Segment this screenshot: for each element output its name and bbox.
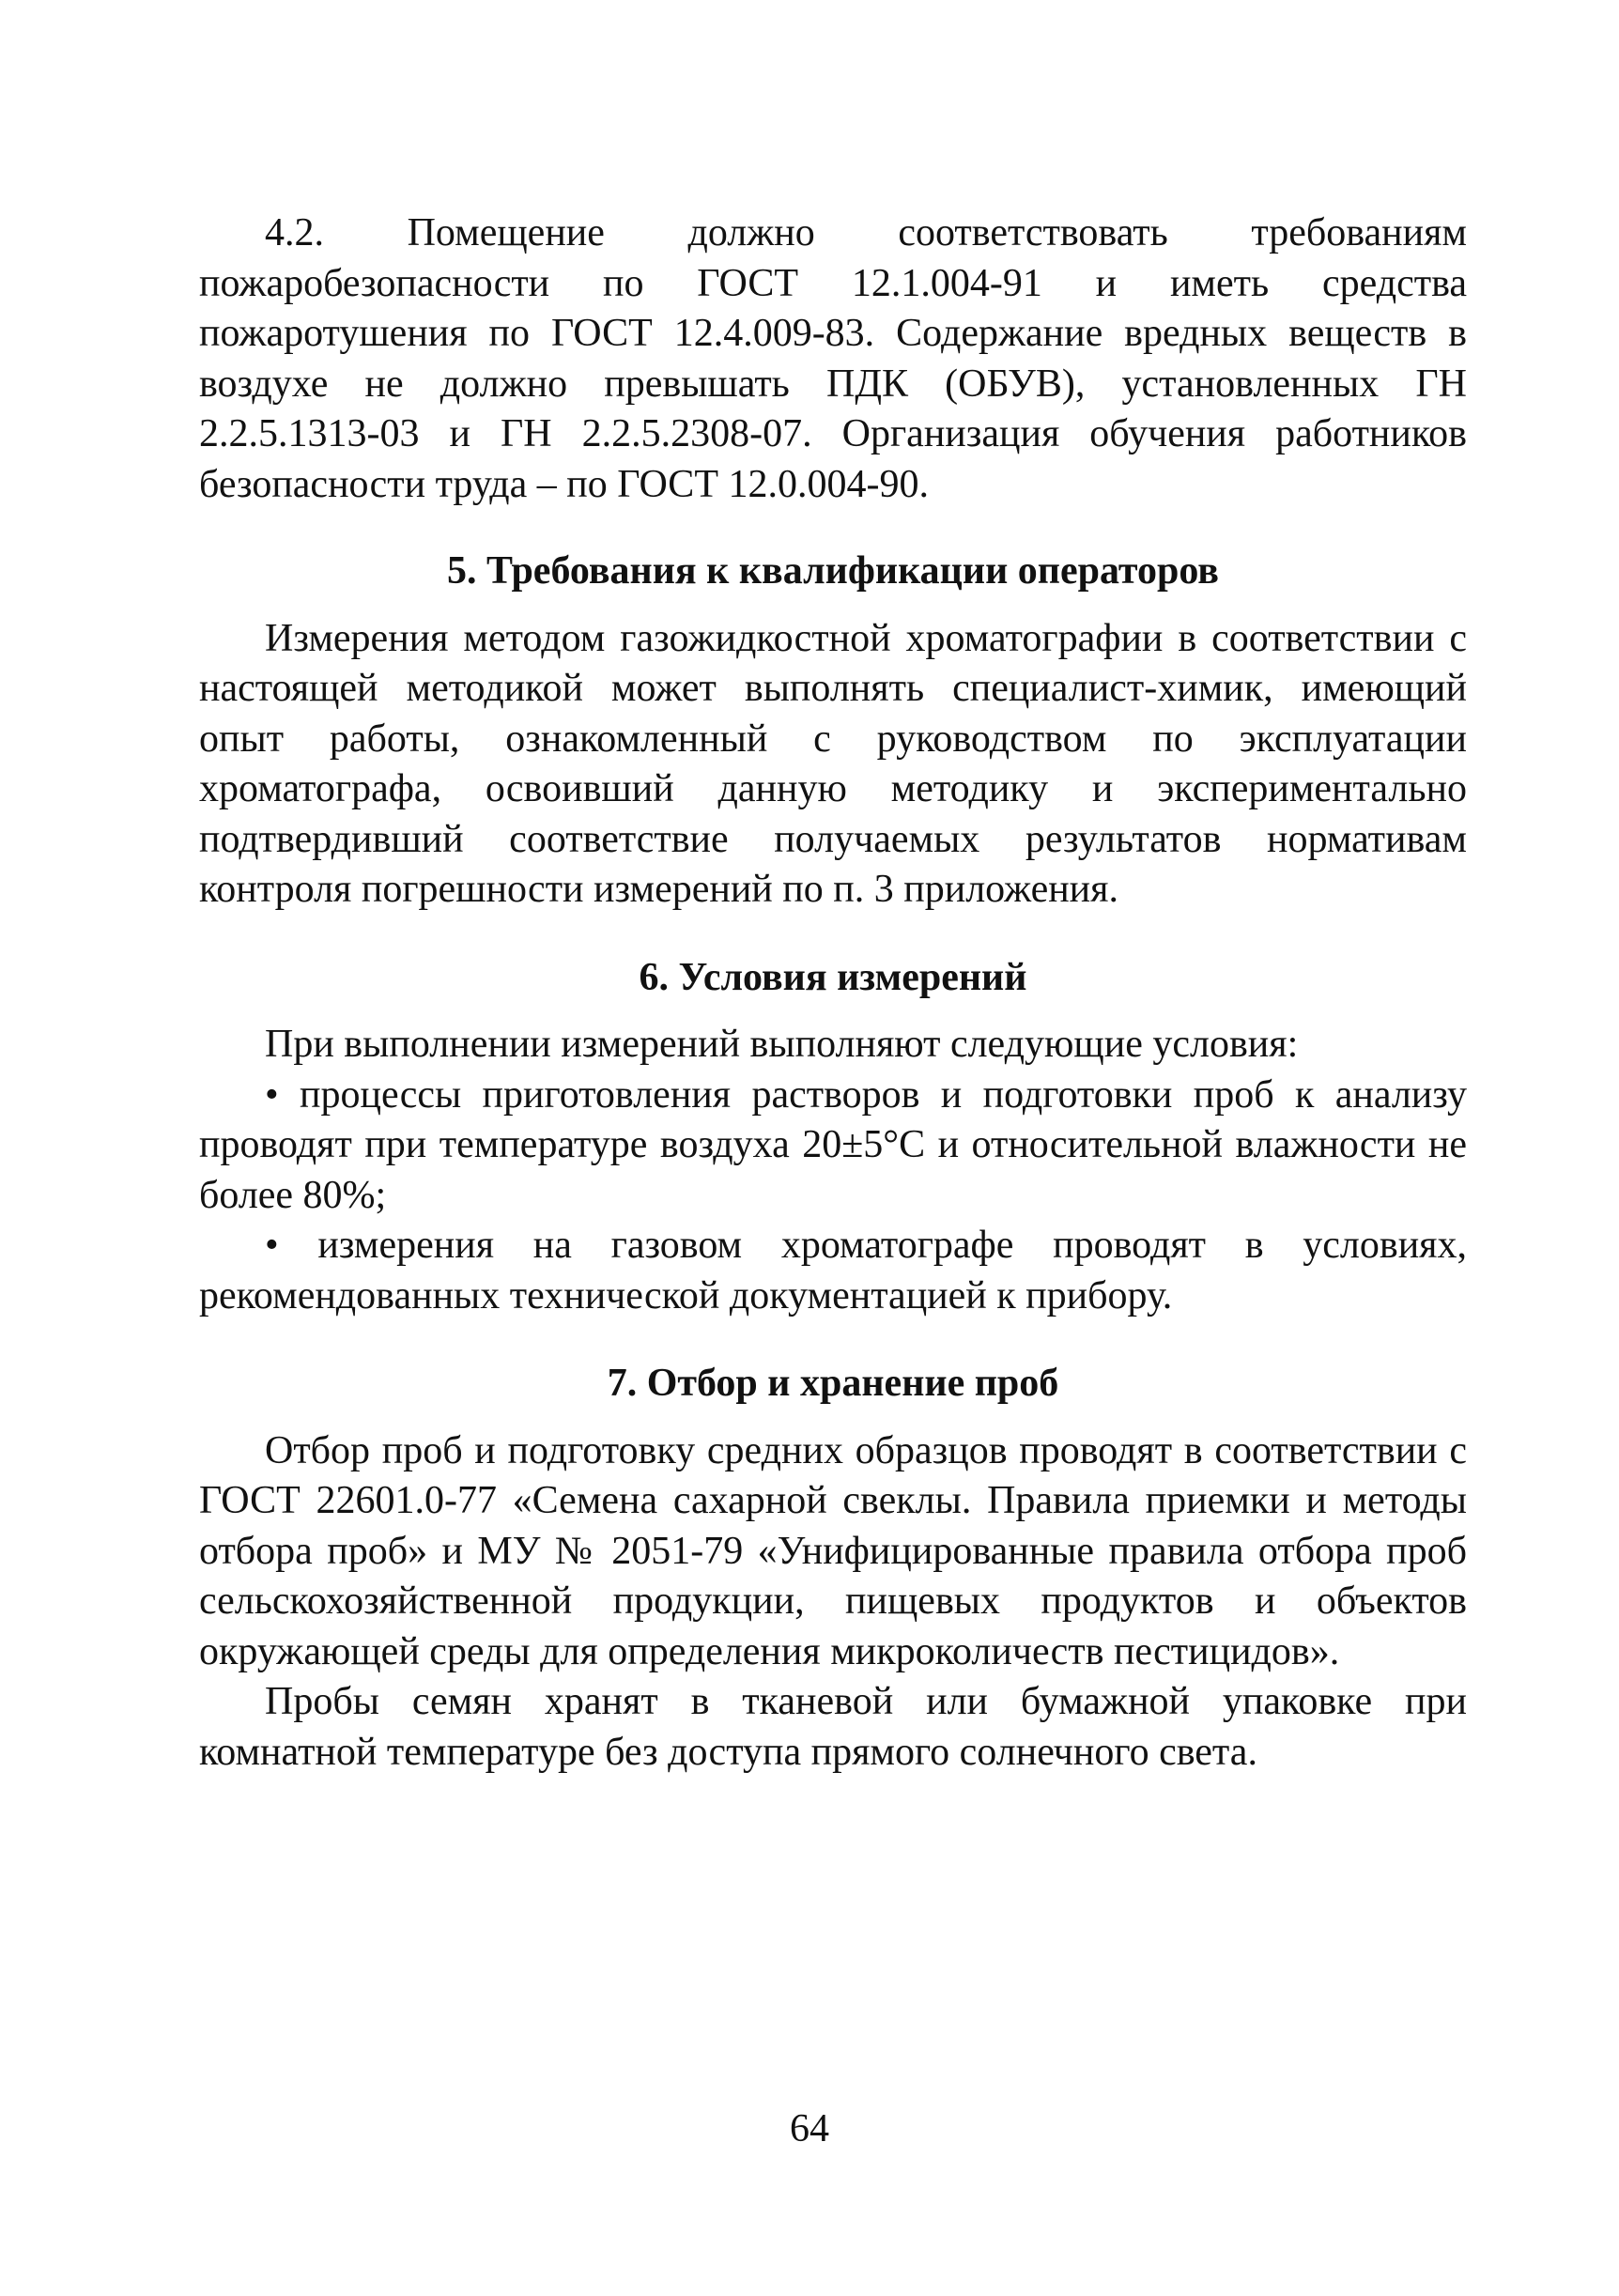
- section-7-paragraph: Пробы семян хранят в тканевой или бумажной упаковке при комнатной температуре без доступа прямого солнечного света.: [199, 1680, 1467, 1774]
- section-6-bullet-item: • процессы приготовления растворов и подготовки проб к анализу проводят при температуре воздуха 20±5°С и относительной влажности не более 80%;: [199, 1072, 1467, 1217]
- section-7-paragraph: Отбор проб и подготовку средних образцов проводят в соответствии с ГОСТ 22601.0-77 «Семена сахарной свеклы. Правила приемки и методы отбора проб» и МУ № 2051-79 «Унифицированные правила отбора проб сельскохозяйственной продукции, пищевых продуктов и объектов окружающей среды для определения микроколичеств пестицидов».: [199, 1428, 1467, 1673]
- page-number: 64: [790, 2107, 829, 2150]
- section-5-paragraph: Измерения методом газожидкостной хроматографии в соответствии с настоящей методикой может выполнять специалист-химик, имеющий опыт работы, ознакомленный с руководством по эксплуатации хроматографа, освоивший данную методику и экспериментально подтвердивший соответствие получаемых результатов нормативам контроля погрешности измерений по п. 3 приложения.: [199, 616, 1467, 911]
- section-7-heading: 7. Отбор и хранение проб: [607, 1362, 1059, 1405]
- section-6-heading: 6. Условия измерений: [639, 955, 1027, 999]
- section-5-heading: 5. Требования к квалификации операторов: [447, 549, 1219, 593]
- section-6-bullet-item: • измерения на газовом хроматографе проводят в условиях, рекомендованных технической документацией к прибору.: [199, 1224, 1467, 1318]
- paragraph-4-2: 4.2. Помещение должно соответствовать требованиям пожаробезопасности по ГОСТ 12.1.004-91 и иметь средства пожаротушения по ГОСТ 12.4.009-83. Содержание вредных веществ в воздухе не должно превышать ПДК (ОБУВ), установленных ГН 2.2.5.1313-03 и ГН 2.2.5.2308-07. Организация обучения работников безопасности труда – по ГОСТ 12.0.004-90.: [199, 211, 1467, 506]
- page-content: [199, 208, 1467, 1778]
- section-6-intro: При выполнении измерений выполняют следующие условия:: [265, 1023, 1299, 1066]
